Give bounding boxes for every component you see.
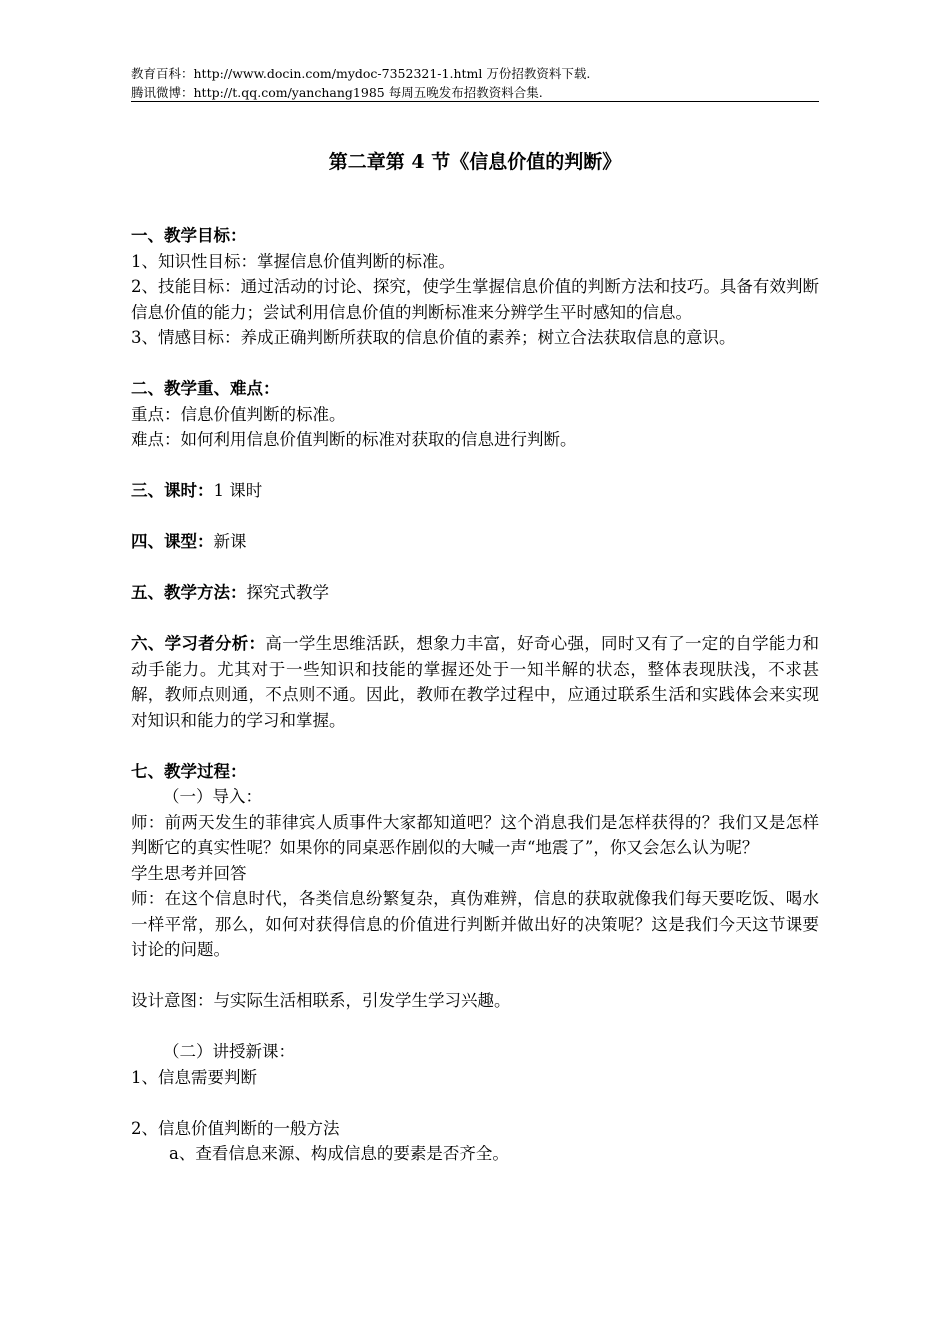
- section-6-learner-analysis: [131, 631, 819, 733]
- point-2: 2、信息价值判断的一般方法: [131, 1118, 340, 1138]
- learner-analysis-text: 高一学生思维活跃，想象力丰富，好奇心强，同时又有了一定的自学能力和动手能力。尤其对于一些知识和技能的掌握还处于一知半解的状态，整体表现肤浅，不求甚解，教师点则通，不点则不通。因此，教师在教学过程中，应通过联系生活和实践体会来实现对知识和能力的学习和掌握。: [131, 634, 820, 730]
- document-body: [131, 223, 819, 1167]
- page-header: [131, 64, 819, 102]
- students-respond: 学生思考并回答: [131, 863, 247, 883]
- header-divider: [131, 101, 819, 102]
- section-3-heading: 三、课时：: [131, 481, 214, 500]
- teacher-explanation: 师：在这个信息时代，各类信息纷繁复杂，真伪难辨，信息的获取就像我们每天要吃饭、喝水一样平常，那么，如何对获得信息的价值进行判断并做出好的决策呢？这是我们今天这节课要讨论的问题。: [131, 889, 819, 959]
- document-title: 第二章第 4 节《信息价值的判断》: [328, 151, 622, 173]
- objective-emotion: 3、情感目标：养成正确判断所获取的信息价值的素养；树立合法获取信息的意识。: [131, 328, 736, 347]
- header-line-docin: 教育百科：http://www.docin.com/mydoc-7352321-1.html 万份招教资料下载.: [131, 66, 591, 81]
- section-3-class-hours: [131, 478, 819, 504]
- section-7-heading: 七、教学过程：: [131, 761, 247, 781]
- lesson-type-value: 新课: [213, 532, 247, 551]
- section-1-heading: 一、教学目标：: [131, 226, 247, 245]
- teacher-question: 师：前两天发生的菲律宾人质事件大家都知道吧？这个消息我们是怎样获得的？我们又是怎样判断它的真实性呢？如果你的同桌恶作剧似的大喊一声“地震了”，你又会怎么认为呢？: [131, 812, 819, 857]
- section-4-lesson-type: [131, 529, 819, 555]
- new-lesson-label: （二）讲授新课：: [163, 1042, 295, 1061]
- design-intent: 设计意图：与实际生活相联系，引发学生学习兴趣。: [131, 991, 511, 1010]
- teaching-method-value: 探究式教学: [246, 583, 329, 602]
- class-hours-value: 1 课时: [213, 481, 263, 500]
- objective-knowledge: 1、知识性目标：掌握信息价值判断的标准。: [131, 251, 455, 271]
- section-5-heading: 五、教学方法：: [131, 583, 247, 602]
- section-2-heading: 二、教学重、难点：: [131, 379, 280, 398]
- header-line-weibo: 腾讯微博：http://t.qq.com/yanchang1985 每周五晚发布招教资料合集.: [131, 85, 543, 100]
- objective-skill: 2、技能目标：通过活动的讨论、探究，使学生掌握信息价值的判断方法和技巧。具备有效判断信息价值的能力；尝试利用信息价值的判断标准来分辨学生平时感知的信息。: [131, 277, 819, 322]
- point-1: 1、信息需要判断: [131, 1067, 257, 1087]
- difficult-point: 难点：如何利用信息价值判断的标准对获取的信息进行判断。: [131, 430, 577, 449]
- point-2a: a、查看信息来源、构成信息的要素是否齐全。: [169, 1144, 509, 1163]
- intro-label: （一）导入：: [163, 787, 262, 806]
- section-5-teaching-method: [131, 580, 819, 606]
- key-point: 重点：信息价值判断的标准。: [131, 404, 346, 424]
- section-4-heading: 四、课型：: [131, 532, 214, 551]
- section-6-heading: 六、学习者分析：: [131, 634, 266, 653]
